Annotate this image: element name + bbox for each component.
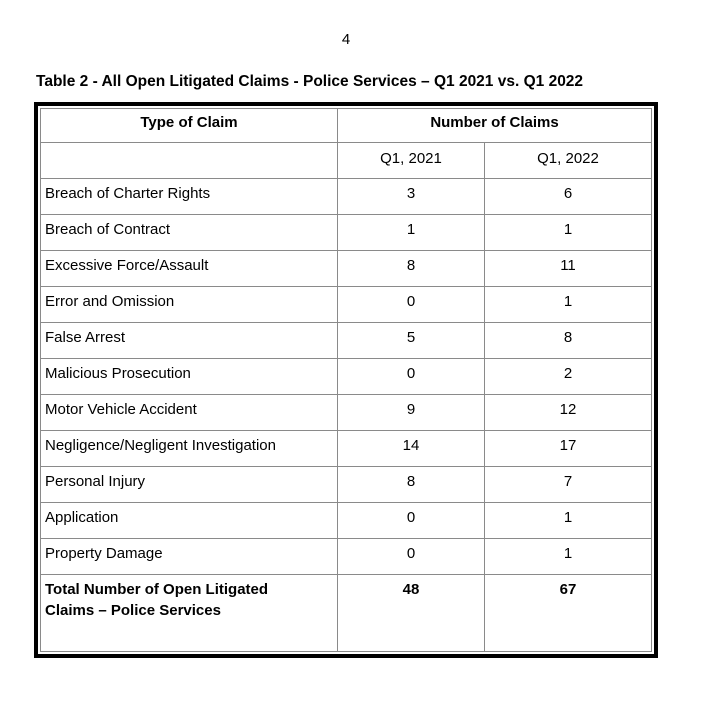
header-row (41, 109, 652, 143)
claims-q1-2021: 1 (338, 215, 485, 251)
claims-q1-2022: 12 (485, 395, 652, 431)
claims-q1-2021: 3 (338, 179, 485, 215)
claim-type: Motor Vehicle Accident (41, 395, 338, 431)
claims-q1-2021: 5 (338, 323, 485, 359)
claims-q1-2021: 9 (338, 395, 485, 431)
claims-q1-2022: 1 (485, 503, 652, 539)
table-row (41, 503, 652, 539)
quarter-header-empty (41, 143, 338, 179)
total-label-line1: Total Number of Open Litigated (45, 581, 269, 598)
claims-q1-2022: 6 (485, 179, 652, 215)
claims-q1-2022: 1 (485, 215, 652, 251)
claim-type: Malicious Prosecution (41, 359, 338, 395)
table-row (41, 251, 652, 287)
claims-q1-2021: 14 (338, 431, 485, 467)
claims-q1-2022: 2 (485, 359, 652, 395)
header-number-of-claims: Number of Claims (338, 109, 652, 143)
claim-type: Excessive Force/Assault (41, 251, 338, 287)
total-label-line2: Claims – Police Services (45, 602, 221, 619)
claims-table (40, 108, 652, 652)
table-row (41, 395, 652, 431)
table-row (41, 323, 652, 359)
header-q1-2021: Q1, 2021 (338, 143, 485, 179)
claims-q1-2022: 17 (485, 431, 652, 467)
claims-q1-2022: 7 (485, 467, 652, 503)
claims-q1-2021: 0 (338, 539, 485, 575)
claims-q1-2022: 11 (485, 251, 652, 287)
table-row (41, 431, 652, 467)
claims-q1-2022: 1 (485, 287, 652, 323)
table-caption: Table 2 - All Open Litigated Claims - Police Services – Q1 2021 vs. Q1 2022 (36, 73, 584, 90)
total-label (41, 575, 338, 652)
header-type-of-claim: Type of Claim (41, 109, 338, 143)
table-row (41, 215, 652, 251)
claim-type: Negligence/Negligent Investigation (41, 431, 338, 467)
table-row (41, 539, 652, 575)
total-q1-2022: 67 (485, 575, 652, 652)
table-row (41, 359, 652, 395)
claims-q1-2021: 0 (338, 359, 485, 395)
claims-q1-2021: 0 (338, 287, 485, 323)
claim-type: Error and Omission (41, 287, 338, 323)
claim-type: False Arrest (41, 323, 338, 359)
table-row (41, 179, 652, 215)
claim-type: Application (41, 503, 338, 539)
total-row (41, 575, 652, 652)
claim-type: Breach of Contract (41, 215, 338, 251)
claim-type: Property Damage (41, 539, 338, 575)
total-q1-2021: 48 (338, 575, 485, 652)
table-row (41, 467, 652, 503)
claims-q1-2022: 8 (485, 323, 652, 359)
page-number: 4 (341, 31, 351, 48)
header-q1-2022: Q1, 2022 (485, 143, 652, 179)
quarter-header-row (41, 143, 652, 179)
claim-type: Breach of Charter Rights (41, 179, 338, 215)
claims-q1-2021: 0 (338, 503, 485, 539)
claims-q1-2021: 8 (338, 251, 485, 287)
claims-table-frame (34, 102, 658, 658)
claims-q1-2022: 1 (485, 539, 652, 575)
claims-q1-2021: 8 (338, 467, 485, 503)
table-row (41, 287, 652, 323)
claim-type: Personal Injury (41, 467, 338, 503)
